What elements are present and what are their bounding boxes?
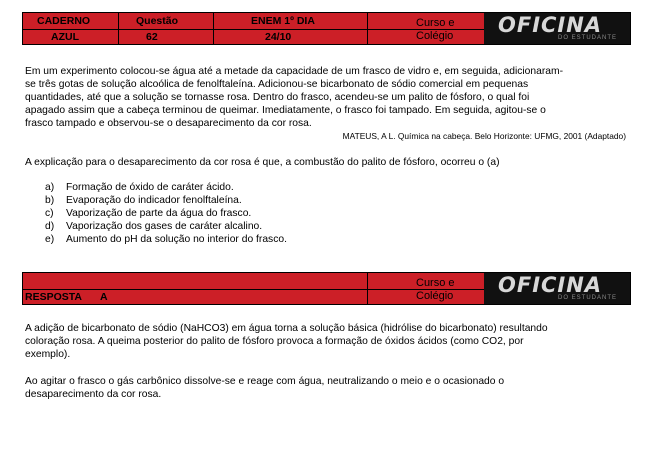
curso-line2: Colégio (416, 30, 454, 42)
logo-subtext: DO ESTUDANTE (558, 35, 618, 41)
header-divider (367, 273, 368, 304)
curso-line1: Curso e (416, 17, 455, 29)
option-c (45, 208, 251, 221)
option-text: Formação de óxido de caráter ácido. (66, 182, 234, 193)
resposta-value: A (100, 291, 108, 303)
oficina-logo (484, 13, 630, 44)
option-text: Evaporação do indicador fenolftaleína. (66, 195, 242, 206)
curso-line2: Colégio (416, 290, 454, 302)
option-letter: a) (45, 182, 55, 193)
caderno-label: CADERNO (37, 15, 91, 27)
oficina-logo (484, 273, 630, 304)
option-letter: b) (45, 195, 55, 206)
question-line: quantidades, até que a solução se tornasse rosa. Dentro do frasco, acendeu-se um palito de fósforo, o qual foi (25, 92, 530, 103)
option-text: Vaporização dos gases de caráter alcalino. (66, 221, 263, 232)
option-text: Aumento do pH da solução no interior do frasco. (66, 234, 287, 245)
curso-line1: Curso e (416, 277, 455, 289)
question-header (22, 12, 631, 45)
option-b (45, 195, 242, 208)
questao-value: 62 (146, 31, 158, 43)
question-line: frasco tampado e observou-se o desaparecimento da cor rosa. (25, 118, 312, 129)
header-divider (118, 13, 119, 44)
option-letter: c) (45, 208, 54, 219)
answer-line: coloração rosa. A queima posterior do palito de fósforo provoca a formação de óxidos ácidos (como CO2, por (25, 336, 524, 347)
option-e (45, 234, 287, 247)
citation: MATEUS, A L. Química na cabeça. Belo Horizonte: UFMG, 2001 (Adaptado) (342, 131, 626, 141)
answer-line: exemplo). (25, 349, 71, 360)
question-line: Em um experimento colocou-se água até a metade da capacidade de um frasco de vidro e, em seguida, adicionaram- (25, 66, 564, 77)
option-text: Vaporização de parte da água do frasco. (66, 208, 252, 219)
question-prompt: A explicação para o desaparecimento da cor rosa é que, a combustão do palito de fósforo, ocorreu o (a) (25, 157, 500, 168)
question-line: apagado assim que a cabeça terminou de queimar. Imediatamente, o frasco foi tampado. Em seguida, agitou-se o (25, 105, 546, 116)
header-divider (213, 13, 214, 44)
option-d (45, 221, 262, 234)
caderno-value: AZUL (51, 31, 79, 43)
logo-subtext: DO ESTUDANTE (558, 295, 618, 301)
exam-label: ENEM 1º DIA (251, 15, 315, 27)
answer-header (22, 272, 631, 305)
answer-line: Ao agitar o frasco o gás carbônico dissolve-se e reage com água, neutralizando o meio e o ocasionado o (25, 376, 505, 387)
header-divider (367, 13, 368, 44)
option-letter: d) (45, 221, 55, 232)
answer-line: A adição de bicarbonato de sódio (NaHCO3) em água torna a solução básica (hidrólise do bicarbonato) resultando (25, 323, 548, 334)
resposta-label: RESPOSTA (25, 291, 82, 303)
questao-label: Questão (136, 15, 179, 27)
option-a (45, 182, 234, 195)
answer-line: desaparecimento da cor rosa. (25, 389, 162, 400)
logo-text: OFICINA (498, 273, 603, 297)
exam-date: 24/10 (265, 31, 292, 43)
option-letter: e) (45, 234, 55, 245)
question-line: se três gotas de solução alcoólica de fenolftaleína. Adicionou-se bicarbonato de sódio comercial em pequenas (25, 79, 529, 90)
logo-text: OFICINA (498, 13, 603, 37)
